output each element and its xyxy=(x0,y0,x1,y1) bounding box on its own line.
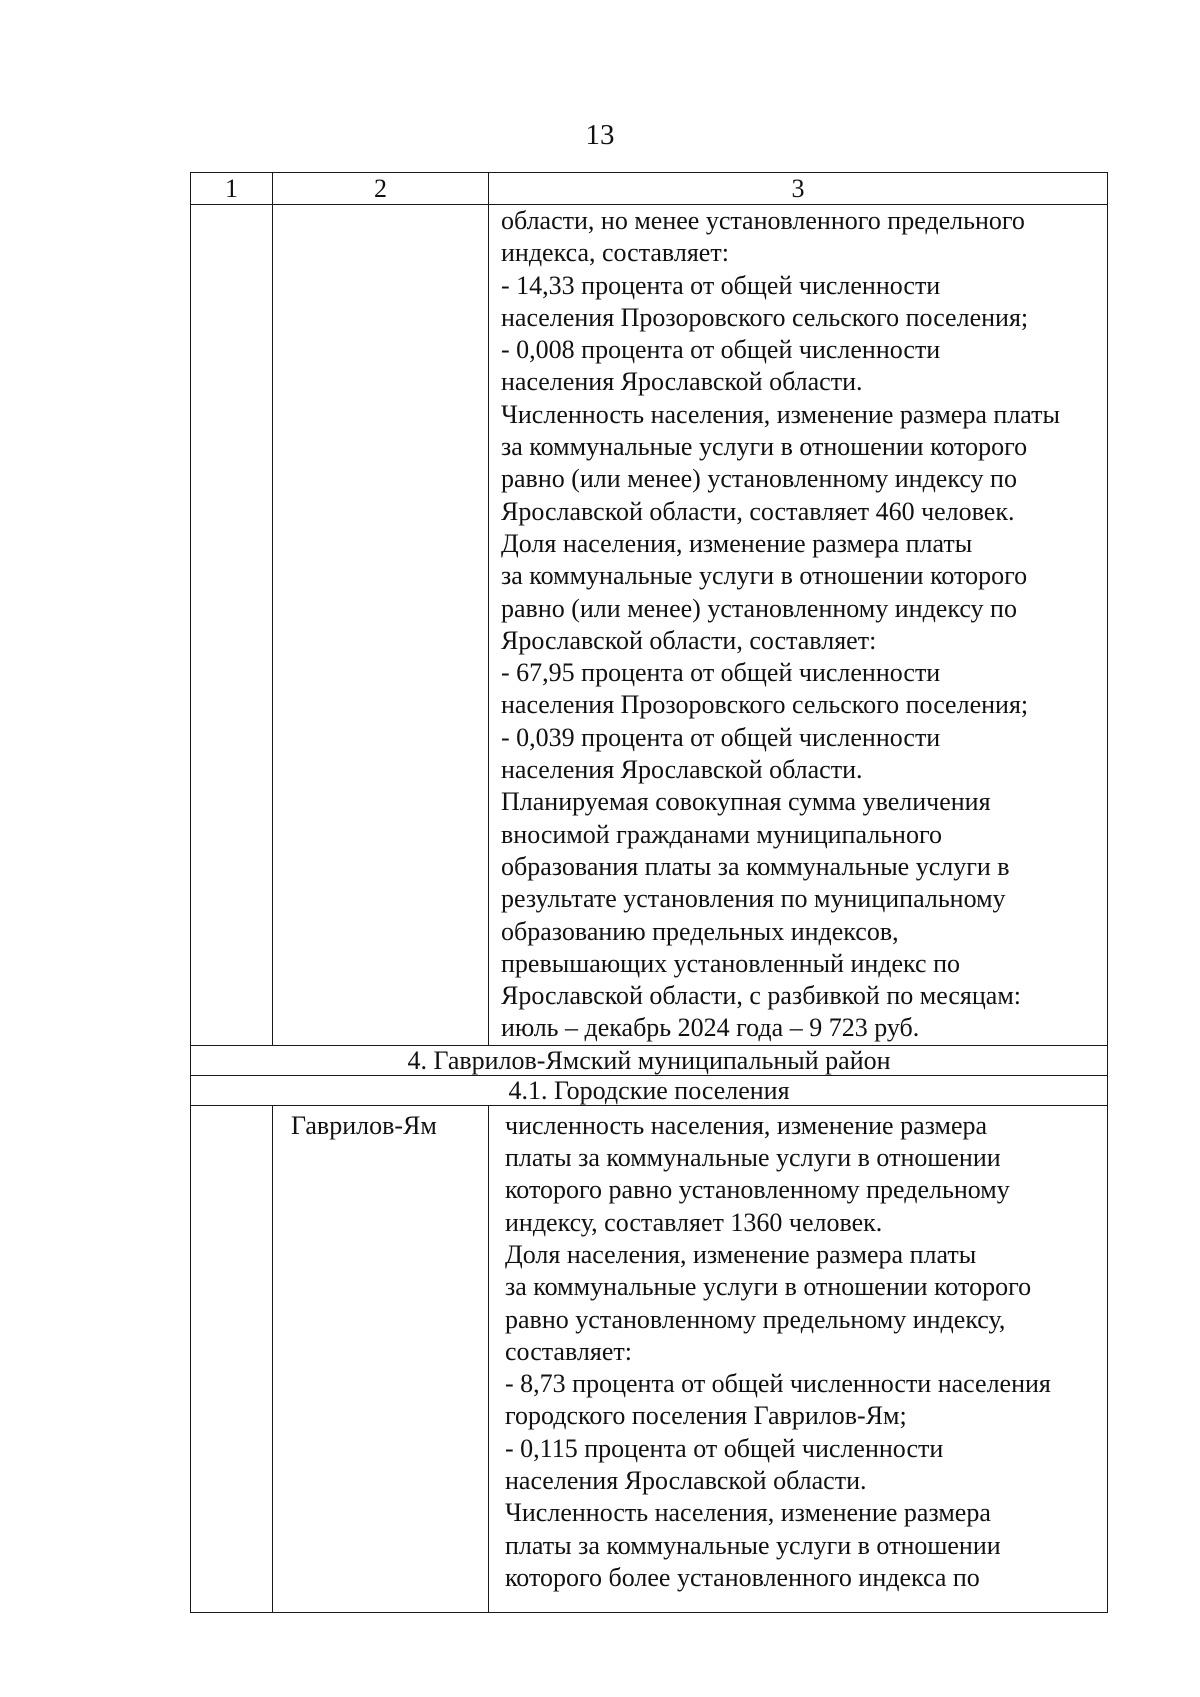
text-line: Ярославской области, составляет 460 человек. xyxy=(501,496,1015,526)
text-line: Ярославской области, с разбивкой по месяцам: xyxy=(501,981,1022,1011)
table-header-row xyxy=(191,173,1108,205)
row1-col2-cell xyxy=(273,205,489,1046)
text-line: индексу, составляет 1360 человек. xyxy=(505,1207,883,1237)
row2-col1-cell xyxy=(191,1105,273,1612)
section-row xyxy=(191,1045,1108,1075)
text-line: - 0,008 процента от общей численности xyxy=(501,335,941,365)
header-col-2: 2 xyxy=(273,173,489,205)
text-line: Доля населения, изменение размера платы xyxy=(505,1239,977,1269)
text-line: равно (или менее) установленному индексу по xyxy=(501,464,1017,494)
text-line: вносимой гражданами муниципального xyxy=(501,819,942,849)
text-line: Планируемая совокупная сумма увеличения xyxy=(501,787,991,817)
row2-description-cell xyxy=(489,1105,1108,1612)
text-line: превышающих установленный индекс по xyxy=(501,948,960,978)
text-line: которого равно установленному предельному xyxy=(505,1175,1010,1205)
text-line: населения Прозоровского сельского поселения; xyxy=(501,302,1029,332)
table-row xyxy=(191,205,1108,1046)
text-line: населения Прозоровского сельского поселения; xyxy=(501,690,1029,720)
text-line: - 8,73 процента от общей численности населения xyxy=(505,1369,1051,1399)
text-line: населения Ярославской области. xyxy=(501,367,863,397)
text-line: составляет: xyxy=(505,1336,632,1366)
text-line: - 67,95 процента от общей численности xyxy=(501,658,941,688)
text-line: Ярославской области, составляет: xyxy=(501,625,877,655)
text-line: равно (или менее) установленному индексу по xyxy=(501,593,1017,623)
subsection-row xyxy=(191,1075,1108,1105)
text-line: за коммунальные услуги в отношении которого xyxy=(501,561,1028,591)
section-title: 4. Гаврилов-Ямский муниципальный район xyxy=(191,1045,1108,1075)
text-line: - 14,33 процента от общей численности xyxy=(501,270,941,300)
text-line: индекса, составляет: xyxy=(501,238,729,268)
text-line: Численность населения, изменение размера xyxy=(505,1498,991,1528)
table-row xyxy=(191,1105,1108,1612)
text-line: образованию предельных индексов, xyxy=(501,916,899,946)
header-col-1: 1 xyxy=(191,173,273,205)
text-line: образования платы за коммунальные услуги в xyxy=(501,851,1010,881)
row1-description-cell xyxy=(489,205,1108,1046)
header-col-3: 3 xyxy=(489,173,1108,205)
data-table xyxy=(190,172,1108,1613)
text-line: платы за коммунальные услуги в отношении xyxy=(505,1530,1001,1560)
text-line: равно установленному предельному индексу, xyxy=(505,1304,1006,1334)
text-line: населения Ярославской области. xyxy=(505,1465,867,1495)
settlement-name: Гаврилов-Ям xyxy=(273,1105,489,1612)
text-line: численность населения, изменение размера xyxy=(505,1110,988,1140)
page-number: 13 xyxy=(585,119,615,151)
text-line: за коммунальные услуги в отношении которого xyxy=(505,1272,1032,1302)
text-line: за коммунальные услуги в отношении которого xyxy=(501,432,1028,462)
row1-col1-cell xyxy=(191,205,273,1046)
text-line: платы за коммунальные услуги в отношении xyxy=(505,1143,1001,1173)
text-line: июль – декабрь 2024 года – 9 723 руб. xyxy=(501,1013,920,1043)
text-line: - 0,039 процента от общей численности xyxy=(501,722,941,752)
text-line: - 0,115 процента от общей численности xyxy=(505,1433,944,1463)
text-line: Доля населения, изменение размера платы xyxy=(501,528,973,558)
text-line: населения Ярославской области. xyxy=(501,755,863,785)
text-line: области, но менее установленного предельного xyxy=(501,206,1025,235)
text-line: результате установления по муниципальному xyxy=(501,884,1006,914)
subsection-title: 4.1. Городские поселения xyxy=(191,1075,1108,1105)
text-line: которого более установленного индекса по xyxy=(505,1562,980,1592)
text-line: городского поселения Гаврилов-Ям; xyxy=(505,1401,907,1431)
text-line: Численность населения, изменение размера платы xyxy=(501,399,1060,429)
